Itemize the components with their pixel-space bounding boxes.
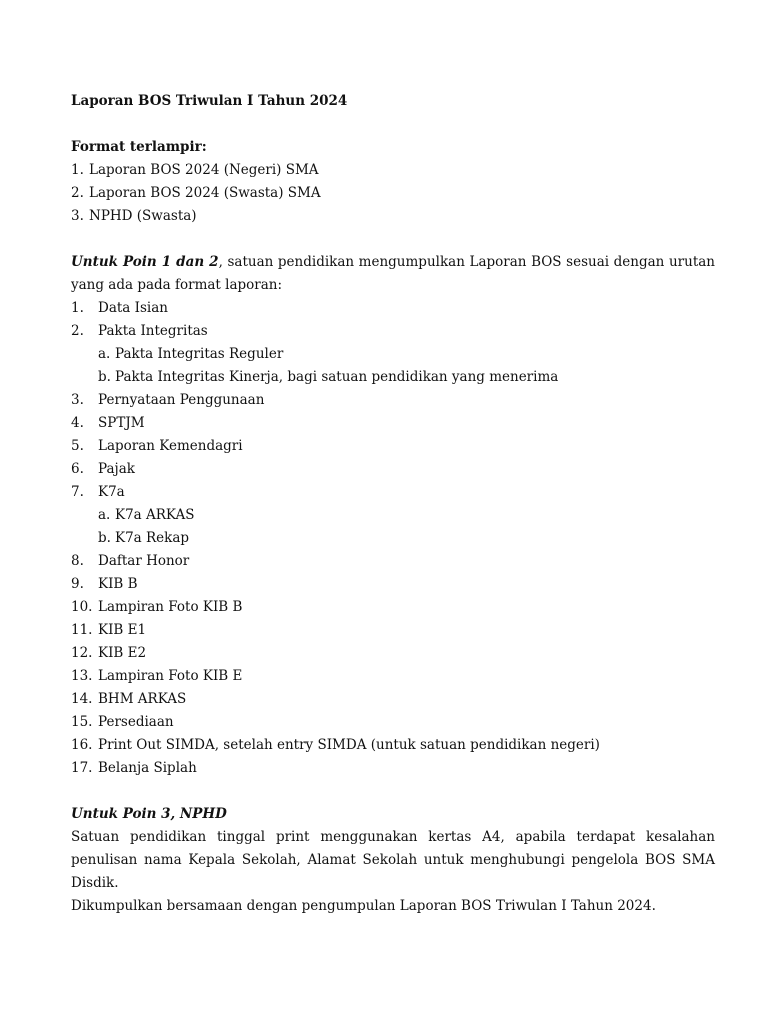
list-number: 7.: [71, 484, 84, 500]
list-item: [71, 619, 715, 642]
list-number: 15.: [71, 714, 93, 730]
document-page: [71, 90, 715, 918]
section1-intro-line1: , satuan pendidikan mengumpulkan Laporan BOS sesuai dengan urutan: [218, 254, 715, 270]
format-heading: Format terlampir:: [71, 139, 207, 155]
section1-intro: [71, 251, 715, 274]
list-item: [71, 573, 715, 596]
list-number: 3.: [71, 208, 84, 224]
section1-intro-line2: yang ada pada format laporan:: [71, 277, 283, 293]
list-number: 11.: [71, 622, 93, 638]
list-text: KIB B: [98, 576, 138, 592]
list-number: 13.: [71, 668, 93, 684]
list-item: [71, 297, 715, 320]
list-number: 17.: [71, 760, 93, 776]
list-item: [71, 550, 715, 573]
list-text: Daftar Honor: [98, 553, 190, 569]
sub-list-item: [71, 504, 715, 527]
spacer: [71, 780, 715, 803]
sub-list-item: [71, 343, 715, 366]
list-text: Pajak: [98, 461, 135, 477]
list-text: Lampiran Foto KIB B: [98, 599, 243, 615]
list-text: Pakta Integritas: [98, 323, 208, 339]
list-text: Pernyataan Penggunaan: [98, 392, 265, 408]
list-number: 1.: [71, 300, 84, 316]
list-text: KIB E1: [98, 622, 147, 638]
list-text: BHM ARKAS: [98, 691, 187, 707]
section3-closing: Dikumpulkan bersamaan dengan pengumpulan Laporan BOS Triwulan I Tahun 2024.: [71, 898, 656, 914]
list-number: 8.: [71, 553, 84, 569]
sub-list-text: Pakta Integritas Reguler: [115, 346, 284, 362]
list-number: 3.: [71, 392, 84, 408]
section1-lead: Untuk Poin 1 dan 2: [71, 254, 219, 270]
list-item: [71, 389, 715, 412]
list-text: Data Isian: [98, 300, 168, 316]
spacer: [71, 228, 715, 251]
list-text: Lampiran Foto KIB E: [98, 668, 243, 684]
list-text: Print Out SIMDA, setelah entry SIMDA (untuk satuan pendidikan negeri): [98, 737, 600, 753]
list-item: [71, 711, 715, 734]
list-text: NPHD (Swasta): [89, 208, 197, 224]
list-number: 2.: [71, 323, 84, 339]
list-text: Laporan Kemendagri: [98, 438, 243, 454]
format-item: [71, 205, 715, 228]
list-number: 5.: [71, 438, 84, 454]
list-item: [71, 435, 715, 458]
list-number: 10.: [71, 599, 93, 615]
document-title: Laporan BOS Triwulan I Tahun 2024: [71, 93, 348, 109]
sub-list-letter: a.: [98, 346, 111, 362]
sub-list-item: [71, 366, 715, 389]
sub-list-letter: b.: [98, 369, 111, 385]
list-item: [71, 665, 715, 688]
list-number: 1.: [71, 162, 84, 178]
list-item: [71, 320, 715, 343]
list-number: 12.: [71, 645, 93, 661]
list-item: [71, 596, 715, 619]
section3-heading-text: Untuk Poin 3, NPHD: [71, 806, 227, 822]
spacer: [71, 113, 715, 136]
section3-heading: [71, 803, 715, 826]
sub-list-text: K7a Rekap: [115, 530, 190, 546]
sub-list-text: K7a ARKAS: [115, 507, 195, 523]
list-text: Laporan BOS 2024 (Negeri) SMA: [89, 162, 319, 178]
sub-list-item: [71, 527, 715, 550]
list-item: [71, 688, 715, 711]
list-text: Laporan BOS 2024 (Swasta) SMA: [89, 185, 321, 201]
list-text: Belanja Siplah: [98, 760, 197, 776]
sub-list-text: Pakta Integritas Kinerja, bagi satuan pendidikan yang menerima: [115, 369, 559, 385]
format-item: [71, 182, 715, 205]
list-number: 2.: [71, 185, 84, 201]
list-text: KIB E2: [98, 645, 147, 661]
list-number: 4.: [71, 415, 84, 431]
list-number: 16.: [71, 737, 93, 753]
list-item: [71, 412, 715, 435]
list-text: K7a: [98, 484, 125, 500]
list-item: [71, 734, 715, 757]
section3-paragraph: Satuan pendidikan tinggal print menggunakan kertas A4, apabila terdapat kesalahan penulisan nama Kepala Sekolah, Alamat Sekolah untuk menghubungi pengelola BOS SMA Disdik.: [71, 829, 715, 891]
list-number: 6.: [71, 461, 84, 477]
list-item: [71, 642, 715, 665]
list-text: Persediaan: [98, 714, 174, 730]
format-item: [71, 159, 715, 182]
list-item: [71, 458, 715, 481]
list-text: SPTJM: [98, 415, 145, 431]
list-item: [71, 757, 715, 780]
sub-list-letter: a.: [98, 507, 111, 523]
list-number: 9.: [71, 576, 84, 592]
list-number: 14.: [71, 691, 93, 707]
sub-list-letter: b.: [98, 530, 111, 546]
list-item: [71, 481, 715, 504]
